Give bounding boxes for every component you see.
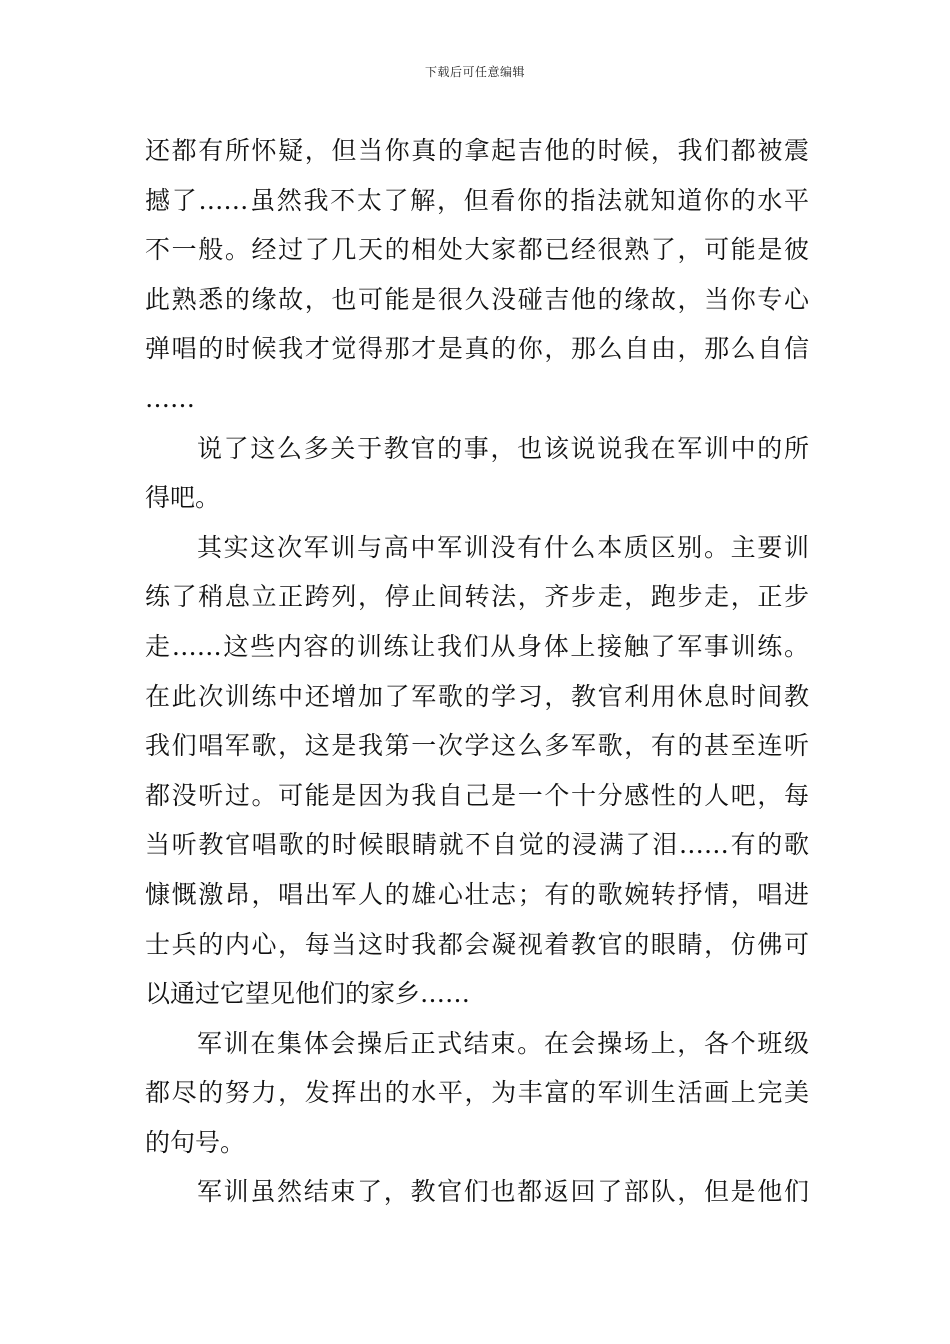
page-header: 下载后可任意编辑 (424, 65, 525, 79)
text-line: 以通过它望见他们的家乡…… (145, 979, 471, 1009)
text-line: 都没听过。可能是因为我自己是一个十分感性的人吧，每 (145, 780, 809, 810)
text-line: 不一般。经过了几天的相处大家都已经很熟了，可能是彼 (145, 235, 809, 265)
text-line: 军训在集体会操后正式结束。在会操场上，各个班级 (197, 1028, 809, 1058)
text-line: 的句号。 (145, 1127, 246, 1157)
text-line: 我们唱军歌，这是我第一次学这么多军歌，有的甚至连听 (145, 731, 809, 761)
text-line: 都尽的努力，发挥出的水平，为丰富的军训生活画上完美 (145, 1078, 809, 1108)
text-line: 此熟悉的缘故，也可能是很久没碰吉他的缘故，当你专心 (145, 284, 809, 314)
text-line: 当听教官唱歌的时候眼睛就不自觉的浸满了泪……有的歌 (145, 830, 809, 860)
text-line: 军训虽然结束了，教官们也都返回了部队，但是他们 (197, 1177, 809, 1207)
text-line: 士兵的内心，每当这时我都会凝视着教官的眼睛，仿佛可 (145, 929, 809, 959)
text-line: 撼了……虽然我不太了解，但看你的指法就知道你的水平 (145, 185, 809, 215)
text-line: 走……这些内容的训练让我们从身体上接触了军事训练。 (145, 631, 809, 661)
text-line: 还都有所怀疑，但当你真的拿起吉他的时候，我们都被震 (145, 136, 809, 165)
text-line: 说了这么多关于教官的事，也该说说我在军训中的所 (197, 433, 809, 463)
text-line: 得吧。 (145, 483, 221, 513)
text-line: …… (145, 383, 195, 413)
text-line: 练了稍息立正跨列，停止间转法，齐步走，跑步走，正步 (145, 582, 809, 612)
document-body (145, 126, 809, 1217)
text-line: 其实这次军训与高中军训没有什么本质区别。主要训 (197, 532, 809, 562)
text-line: 慷慨激昂，唱出军人的雄心壮志；有的歌婉转抒情，唱进 (145, 879, 809, 909)
text-line: 弹唱的时候我才觉得那才是真的你，那么自由，那么自信 (145, 334, 809, 364)
text-line: 在此次训练中还增加了军歌的学习，教官利用休息时间教 (145, 681, 809, 711)
